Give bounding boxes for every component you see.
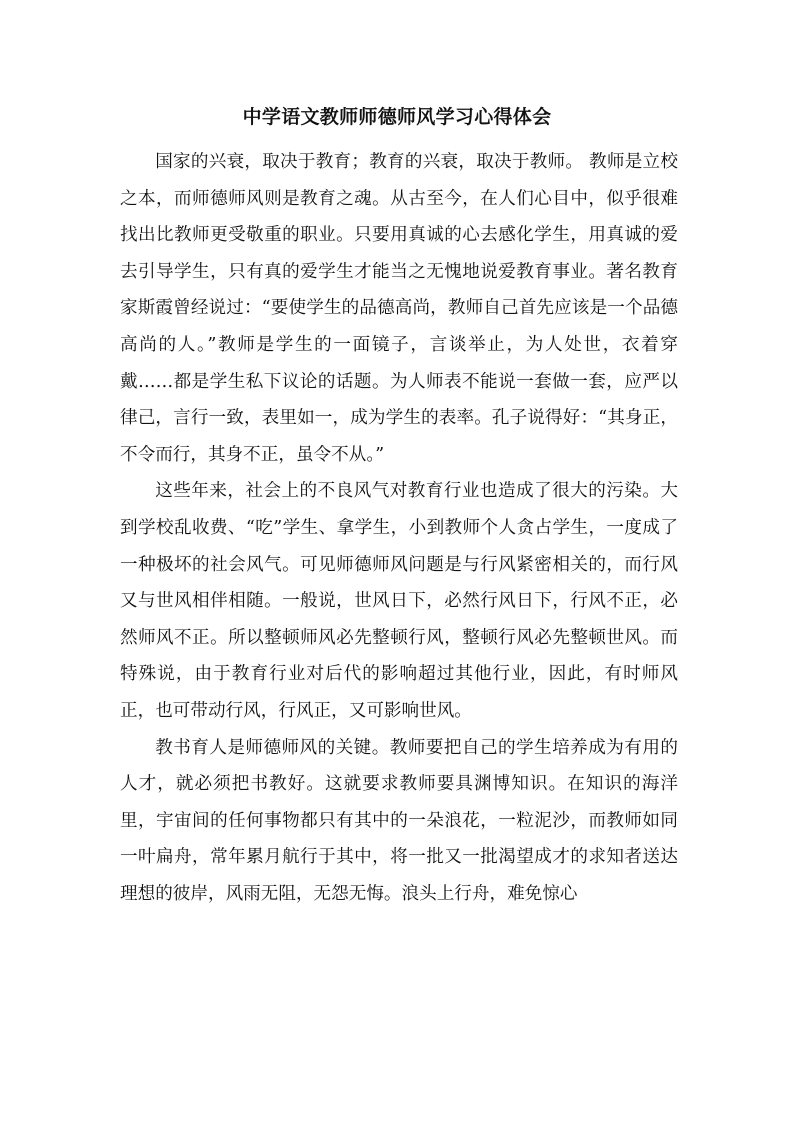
paragraph-2: 这些年来，社会上的不良风气对教育行业也造成了很大的污染。大到学校乱收费、“吃”学生、拿学生，小到教师个人贪占学生，一度成了一种极坏的社会风气。可见师德师风问题是与行风紧密相关的，而行风又与世风相伴相随。一般说，世风日下，必然行风日下，行风不正，必然师风不正。所以整顿师风必先整顿行风，整顿行风必先整顿世风。而特殊说，由于教育行业对后代的影响超过其他行业，因此，有时师风正，也可带动行风，行风正，又可影响世风。 <box>120 481 678 721</box>
paragraph-1: 国家的兴衰，取决于教育；教育的兴衰，取决于教师。 教师是立校之本，而师德师风则是教育之魂。从古至今，在人们心目中，似乎很难找出比教师更受敬重的职业。只要用真诚的心去感化学生，用真诚的爱去引导学生，只有真的爱学生才能当之无愧地说爱教育事业。著名教育家斯霞曾经说过：“要使学生的品德高尚，教师自己首先应该是一个品德高尚的人。”教师是学生的一面镜子，言谈举止，为人处世，衣着穿戴……都是学生私下议论的话题。为人师表不能说一套做一套，应严以律己，言行一致，表里如一，成为学生的表率。孔子说得好：“其身正，不令而行，其身不正，虽令不从。” <box>120 152 678 465</box>
document-body <box>120 144 678 912</box>
paragraph-3: 教书育人是师德师风的关键。教师要把自己的学生培养成为有用的人才，就必须把书教好。这就要求教师要具渊博知识。在知识的海洋里，宇宙间的任何事物都只有其中的一朵浪花，一粒泥沙，而教师如同一叶扁舟，常年累月航行于其中，将一批又一批渴望成才的求知者送达理想的彼岸，风雨无阻，无怨无悔。浪头上行舟，难免惊心 <box>120 737 678 904</box>
document-title: 中学语文教师师德师风学习心得体会 <box>242 106 552 128</box>
